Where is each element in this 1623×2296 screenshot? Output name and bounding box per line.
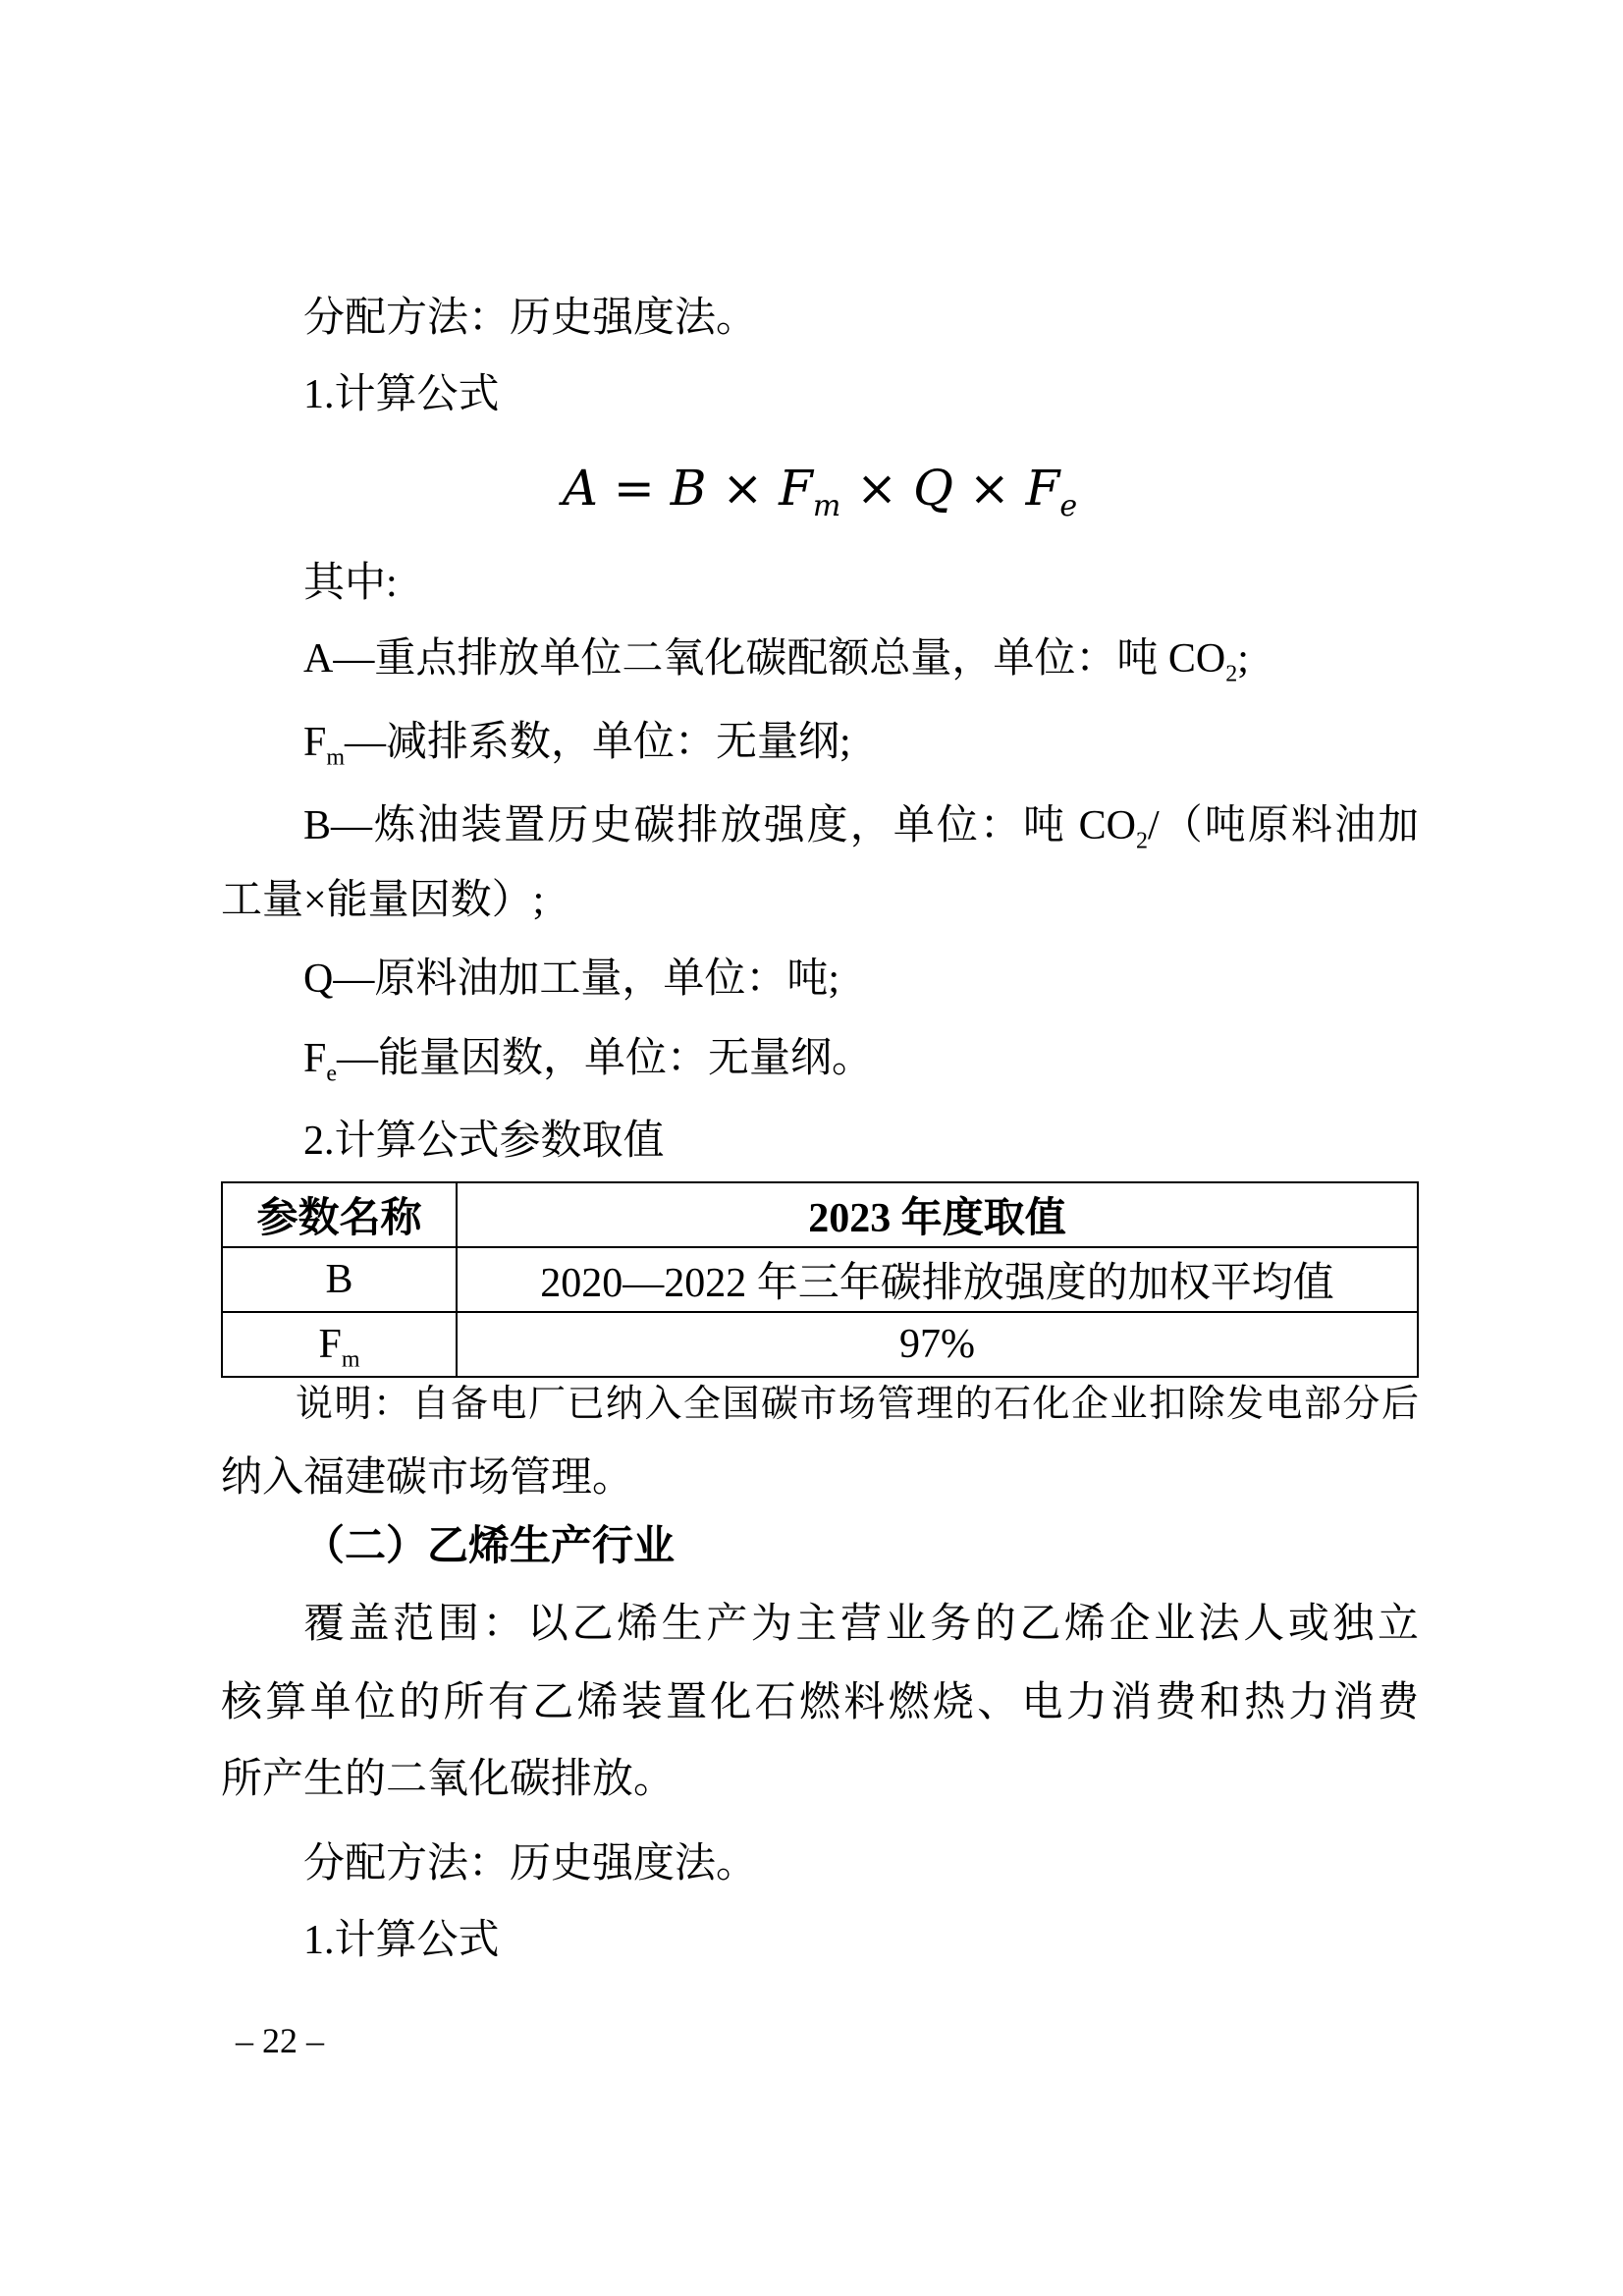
- formula-subscript-e: e: [1059, 489, 1078, 523]
- formula-subscript-m: m: [812, 489, 841, 523]
- definition-Fm-base: F: [303, 720, 327, 765]
- definition-A-subscript: 2: [1225, 661, 1238, 687]
- formula-part-1: A = B × F: [562, 460, 813, 517]
- parameter-table: [221, 1181, 1419, 1378]
- definition-Fe: [221, 1031, 1419, 1086]
- definition-B-tail: /（吨原料油加: [1147, 803, 1420, 848]
- scope-line2: 核算单位的所有乙烯装置化石燃料燃烧、电力消费和热力消费: [221, 1680, 1419, 1725]
- definition-A-text: A—重点排放单位二氧化碳配额总量，单位：吨 CO: [303, 636, 1226, 682]
- formula-part-2: × Q × F: [840, 460, 1060, 517]
- paragraph-allocation-method-refining: 分配方法：历史强度法。: [303, 296, 758, 341]
- definition-B-line2: 工量×能量因数）;: [221, 878, 545, 923]
- table-cell-value-B: 2020—2022 年三年碳排放强度的加权平均值: [457, 1247, 1418, 1312]
- definition-Fm-subscript: m: [326, 744, 346, 771]
- note-line1: 说明：自备电厂已纳入全国碳市场管理的石化企业扣除发电部分后: [296, 1384, 1419, 1425]
- table-row-B: [222, 1247, 1418, 1312]
- page-number: – 22 –: [236, 2021, 324, 2060]
- label-calculation-formula-ethylene: 1.计算公式: [303, 1918, 500, 1963]
- table-header-row: [222, 1182, 1418, 1247]
- table-header-parameter-name: 参数名称: [222, 1182, 457, 1247]
- definition-A: [221, 631, 1419, 686]
- definition-Fe-text: —能量因数，单位：无量纲。: [337, 1036, 874, 1081]
- table-cell-value-Fm: 97%: [457, 1312, 1418, 1377]
- definition-Fe-base: F: [303, 1036, 327, 1081]
- paragraph-allocation-method-ethylene: 分配方法：历史强度法。: [303, 1841, 758, 1886]
- table-row-Fm: [222, 1312, 1418, 1377]
- table-cell-param-B: B: [222, 1247, 457, 1312]
- definition-B-subscript: 2: [1135, 828, 1148, 854]
- scope-line1: 覆盖范围：以乙烯生产为主营业务的乙烯企业法人或独立: [303, 1602, 1419, 1647]
- definition-Fm-text: —减排系数，单位：无量纲;: [345, 720, 851, 765]
- table-cell-param-Fm: [222, 1312, 457, 1377]
- table-header-2023-value: 2023 年度取值: [457, 1182, 1418, 1247]
- definition-A-tail: ;: [1237, 636, 1249, 682]
- table-Fm-subscript: m: [341, 1346, 360, 1373]
- label-parameter-values: 2.计算公式参数取值: [303, 1119, 665, 1164]
- definition-B-text: B—炼油装置历史碳排放强度，单位：吨 CO: [303, 803, 1136, 848]
- label-among: 其中:: [303, 561, 398, 606]
- table-Fm-base: F: [318, 1322, 342, 1367]
- definition-B-line1: [221, 798, 1419, 853]
- definition-Q: Q—原料油加工量，单位：吨;: [303, 957, 840, 1002]
- label-calculation-formula-refining: 1.计算公式: [303, 372, 500, 417]
- note-line2: 纳入福建碳市场管理。: [221, 1455, 634, 1501]
- heading-ethylene-industry: （二）乙烯生产行业: [303, 1524, 676, 1569]
- scope-line3: 所产生的二氧化碳排放。: [221, 1757, 676, 1802]
- formula-refining-allocation: [221, 454, 1419, 522]
- definition-Fe-subscript: e: [326, 1061, 338, 1087]
- definition-Fm: [221, 715, 1419, 770]
